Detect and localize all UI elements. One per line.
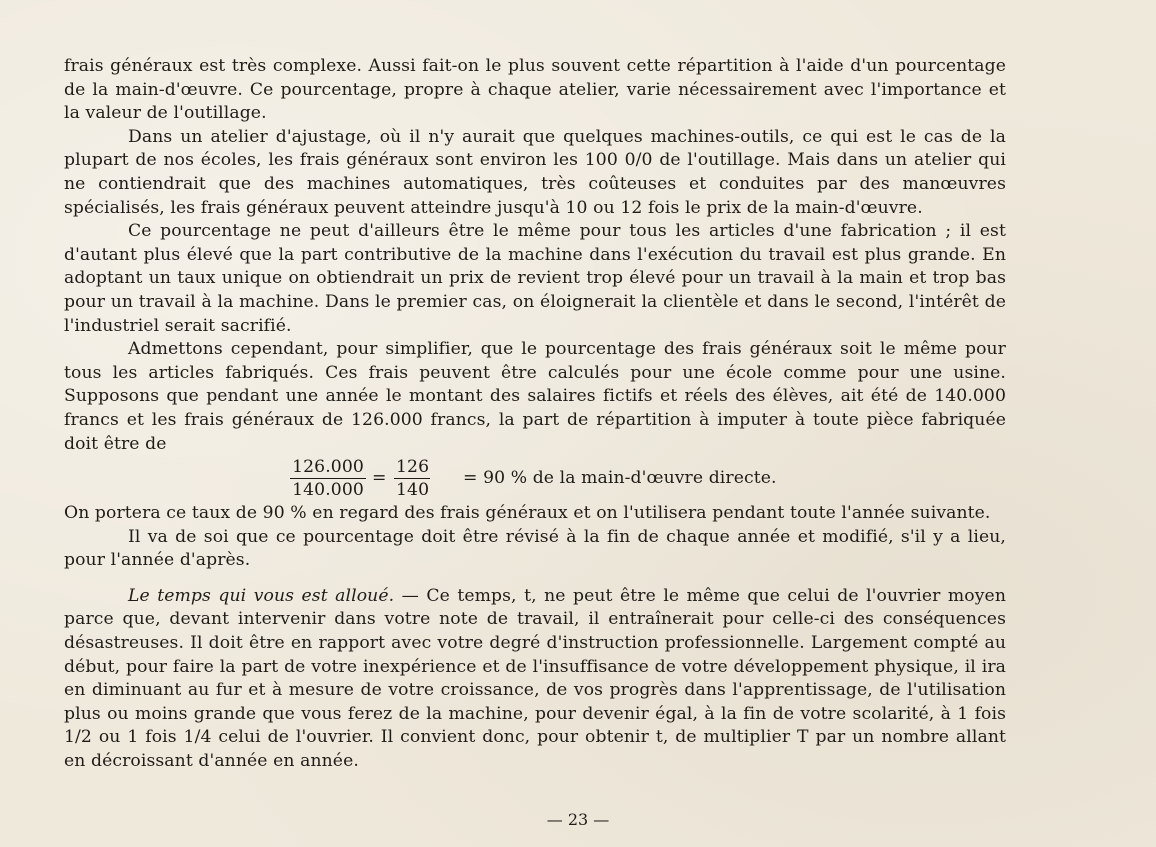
paragraph-2: Dans un atelier d'ajustage, où il n'y aurait que quelques machines-outils, ce qui est le cas de la plupart de nos écoles, les frais généraux sont environ les 100 0/0 de l'outillage. Mais dans un atelier qui ne contiendrait que des machines automatiques, très coûteuses et conduites par des manœuvres spécialisés, les frais généraux peuvent atteindre jusqu'à 10 ou 12 fois le prix de la main-d'œuvre. (64, 126, 1006, 218)
fraction-1 (290, 456, 366, 501)
fraction-1-numerator: 126.000 (292, 457, 364, 478)
fraction-1-denominator: 140.000 (292, 480, 364, 501)
fraction-2-denominator: 140 (396, 480, 430, 501)
formula (64, 456, 1006, 502)
fraction-2 (394, 456, 430, 501)
section-heading: Le temps qui vous est alloué. (128, 585, 395, 606)
formula-result: = 90 % de la main-d'œuvre directe. (463, 468, 777, 489)
document-body (64, 55, 1006, 774)
paragraph-5: On portera ce taux de 90 % en regard des frais généraux et on l'utilisera pendant toute l'année suivante. (64, 503, 991, 524)
equals-sign: = (372, 468, 387, 489)
fraction-2-numerator: 126 (396, 457, 430, 478)
paragraph-7 (64, 585, 1006, 774)
paragraph-1: frais généraux est très complexe. Aussi fait-on le plus souvent cette répartition à l'aide d'un pourcentage de la main-d'œuvre. Ce pourcentage, propre à chaque atelier, varie nécessairement avec l'importance et la valeur de l'outillage. (64, 56, 1006, 124)
paragraph-3: Ce pourcentage ne peut d'ailleurs être le même pour tous les articles d'une fabrication ; il est d'autant plus élevé que la part contributive de la machine dans l'exécution du travail est plus grande. En adoptant un taux unique on obtiendrait un prix de revient trop élevé pour un travail à la main et trop bas pour un travail à la machine. Dans le premier cas, on éloignerait la clientèle et dans le second, l'intérêt de l'industriel serait sacrifié. (64, 221, 1006, 336)
page-number: — 23 — (546, 810, 610, 829)
paragraph-4: Admettons cependant, pour simplifier, que le pourcentage des frais généraux soit le même pour tous les articles fabriqués. Ces frais peuvent être calculés pour une école comme pour une usine. Supposons que pendant une année le montant des salaires fictifs et réels des élèves, ait été de 140.000 francs et les frais généraux de 126.000 francs, la part de répartition à imputer à toute pièce fabriquée doit être de (64, 339, 1006, 454)
paragraph-6: Il va de soi que ce pourcentage doit être révisé à la fin de chaque année et modifié, s'il y a lieu, pour l'année d'après. (64, 526, 1006, 571)
paragraph-7-text: — Ce temps, t, ne peut être le même que celui de l'ouvrier moyen parce que, devant intervenir dans votre note de travail, il entraînerait pour celle-ci des conséquences désastreuses. Il doit être en rapport avec votre degré d'instruction professionnelle. Largement compté au début, pour faire la part de votre inexpérience et de l'insuffisance de votre développement physique, il ira en diminuant au fur et à mesure de votre croissance, de vos progrès dans l'apprentissage, de l'utilisation plus ou moins grande que vous ferez de la machine, pour devenir égal, à la fin de votre scolarité, à 1 fois 1/2 ou 1 fois 1/4 celui de l'ouvrier. Il convient donc, pour obtenir t, de multiplier T par un nombre allant en décroissant d'année en année. (64, 585, 1006, 772)
